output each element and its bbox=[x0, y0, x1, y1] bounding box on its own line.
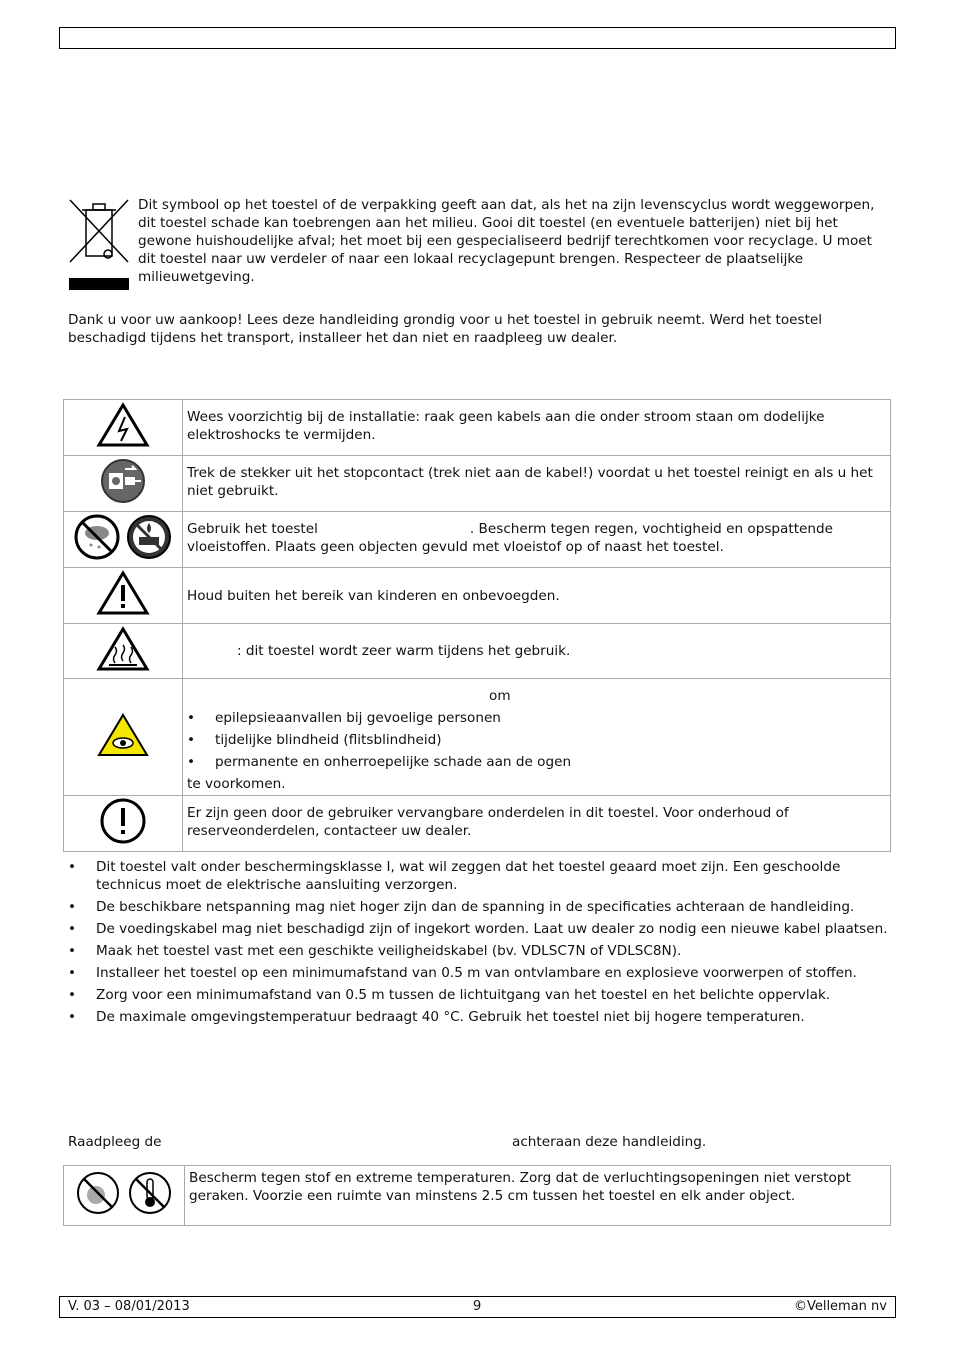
no-dust-icon bbox=[74, 1169, 122, 1217]
no-extreme-temperature-icon bbox=[126, 1169, 174, 1217]
safety-bullet-list bbox=[68, 858, 888, 1030]
environment-table bbox=[63, 1165, 891, 1226]
footer-version: V. 03 – 08/01/2013 bbox=[68, 1299, 190, 1314]
info-exclamation-icon bbox=[99, 797, 147, 845]
safety-row-text: Houd buiten het bereik van kinderen en onbevoegden. bbox=[183, 568, 891, 624]
list-item: • Maak het toestel vast met een geschikte veiligheidskabel (bv. VDLSC7N of VDLSC8N). bbox=[68, 942, 888, 960]
list-item: • epilepsieaanvallen bij gevoelige personen bbox=[187, 709, 884, 727]
page-number: 9 bbox=[473, 1299, 482, 1314]
list-item: • De maximale omgevingstemperatuur bedraagt 40 °C. Gebruik het toestel niet bij hogere temperaturen. bbox=[68, 1008, 888, 1026]
list-item: • De voedingskabel mag niet beschadigd zijn of ingekort worden. Laat uw dealer zo nodig een nieuwe kabel plaatsen. bbox=[68, 920, 888, 938]
safety-table bbox=[63, 399, 891, 852]
electric-hazard-icon bbox=[95, 401, 151, 449]
unplug-icon bbox=[99, 457, 147, 505]
list-item: • Installeer het toestel op een minimumafstand van 0.5 m van ontvlambare en explosieve voorwerpen of stoffen. bbox=[68, 964, 888, 982]
header-box bbox=[59, 27, 896, 49]
no-rain-icon bbox=[73, 513, 121, 561]
no-liquid-icon bbox=[125, 513, 173, 561]
footer bbox=[59, 1296, 896, 1318]
safety-row-text: Trek de stekker uit het stopcontact (trek niet aan de kabel!) voordat u het toestel reinigt en als u het niet gebruikt. bbox=[183, 456, 891, 512]
weee-notice: Dit symbool op het toestel of de verpakking geeft aan dat, als het na zijn levenscyclus wordt weggeworpen, dit toestel schade kan toebrengen aan het milieu. Gooi dit toestel (en eventuele batterijen) niet bij het gewone huishoudelijke afval; het moet bij een gespecialiseerd bedrijf terechtkomen voor recyclage. U moet dit toestel naar uw verdeler of naar een lokaal recyclagepunt brengen. Respecteer de plaatselijke milieuwetgeving. bbox=[138, 197, 875, 285]
eye-risk-list bbox=[187, 709, 884, 771]
list-item: • tijdelijke blindheid (flitsblindheid) bbox=[187, 731, 884, 749]
consult-text-end: achteraan deze handleiding. bbox=[512, 1134, 707, 1150]
safety-row-text: Er zijn geen door de gebruiker vervangbare onderdelen in dit toestel. Voor onderhoud of reserveonderdelen, contacteer uw dealer. bbox=[183, 796, 891, 852]
list-item: • Dit toestel valt onder beschermingsklasse I, wat wil zeggen dat het toestel geaard moet zijn. Een geschoolde technicus moet de elektrische aansluiting verzorgen. bbox=[68, 858, 888, 894]
footer-copyright: ©Velleman nv bbox=[793, 1299, 887, 1314]
warning-icon bbox=[95, 569, 151, 617]
list-item: • De beschikbare netspanning mag niet hoger zijn dan de spanning in de specificaties achteraan de handleiding. bbox=[68, 898, 888, 916]
safety-row-text: Gebruik het toestel . Bescherm tegen regen, vochtigheid en opspattende vloeistoffen. Plaats geen objecten gevuld met vloeistof op of naast het toestel. bbox=[183, 512, 891, 568]
list-item: • Zorg voor een minimumafstand van 0.5 m tussen de lichtuitgang van het toestel en het belichte oppervlak. bbox=[68, 986, 888, 1004]
intro-text: Dank u voor uw aankoop! Lees deze handleiding grondig voor u het toestel in gebruik neemt. Werd het toestel beschadigd tijdens het transport, installeer het dan niet en raadpleeg uw dealer. bbox=[68, 312, 823, 346]
safety-row-text: om • epilepsieaanvallen bij gevoelige personen • tijdelijke blindheid (flitsblindheid) • permanente en onherroepelijke schade aan de ogen te voorkomen. bbox=[183, 679, 891, 796]
list-item: • permanente en onherroepelijke schade aan de ogen bbox=[187, 753, 884, 771]
weee-bin-icon bbox=[66, 196, 132, 292]
safety-row-text: : dit toestel wordt zeer warm tijdens het gebruik. bbox=[183, 624, 891, 679]
eye-hazard-icon bbox=[95, 711, 151, 759]
safety-row-text: Wees voorzichtig bij de installatie: raak geen kabels aan die onder stroom staan om dodelijke elektroshocks te vermijden. bbox=[183, 400, 891, 456]
consult-text: Raadpleeg de bbox=[68, 1134, 162, 1150]
environment-text: Bescherm tegen stof en extreme temperaturen. Zorg dat de verluchtingsopeningen niet verstopt geraken. Voorzie een ruimte van minstens 2.5 cm tussen het toestel en elk ander object. bbox=[185, 1166, 891, 1226]
hot-surface-icon bbox=[95, 625, 151, 673]
